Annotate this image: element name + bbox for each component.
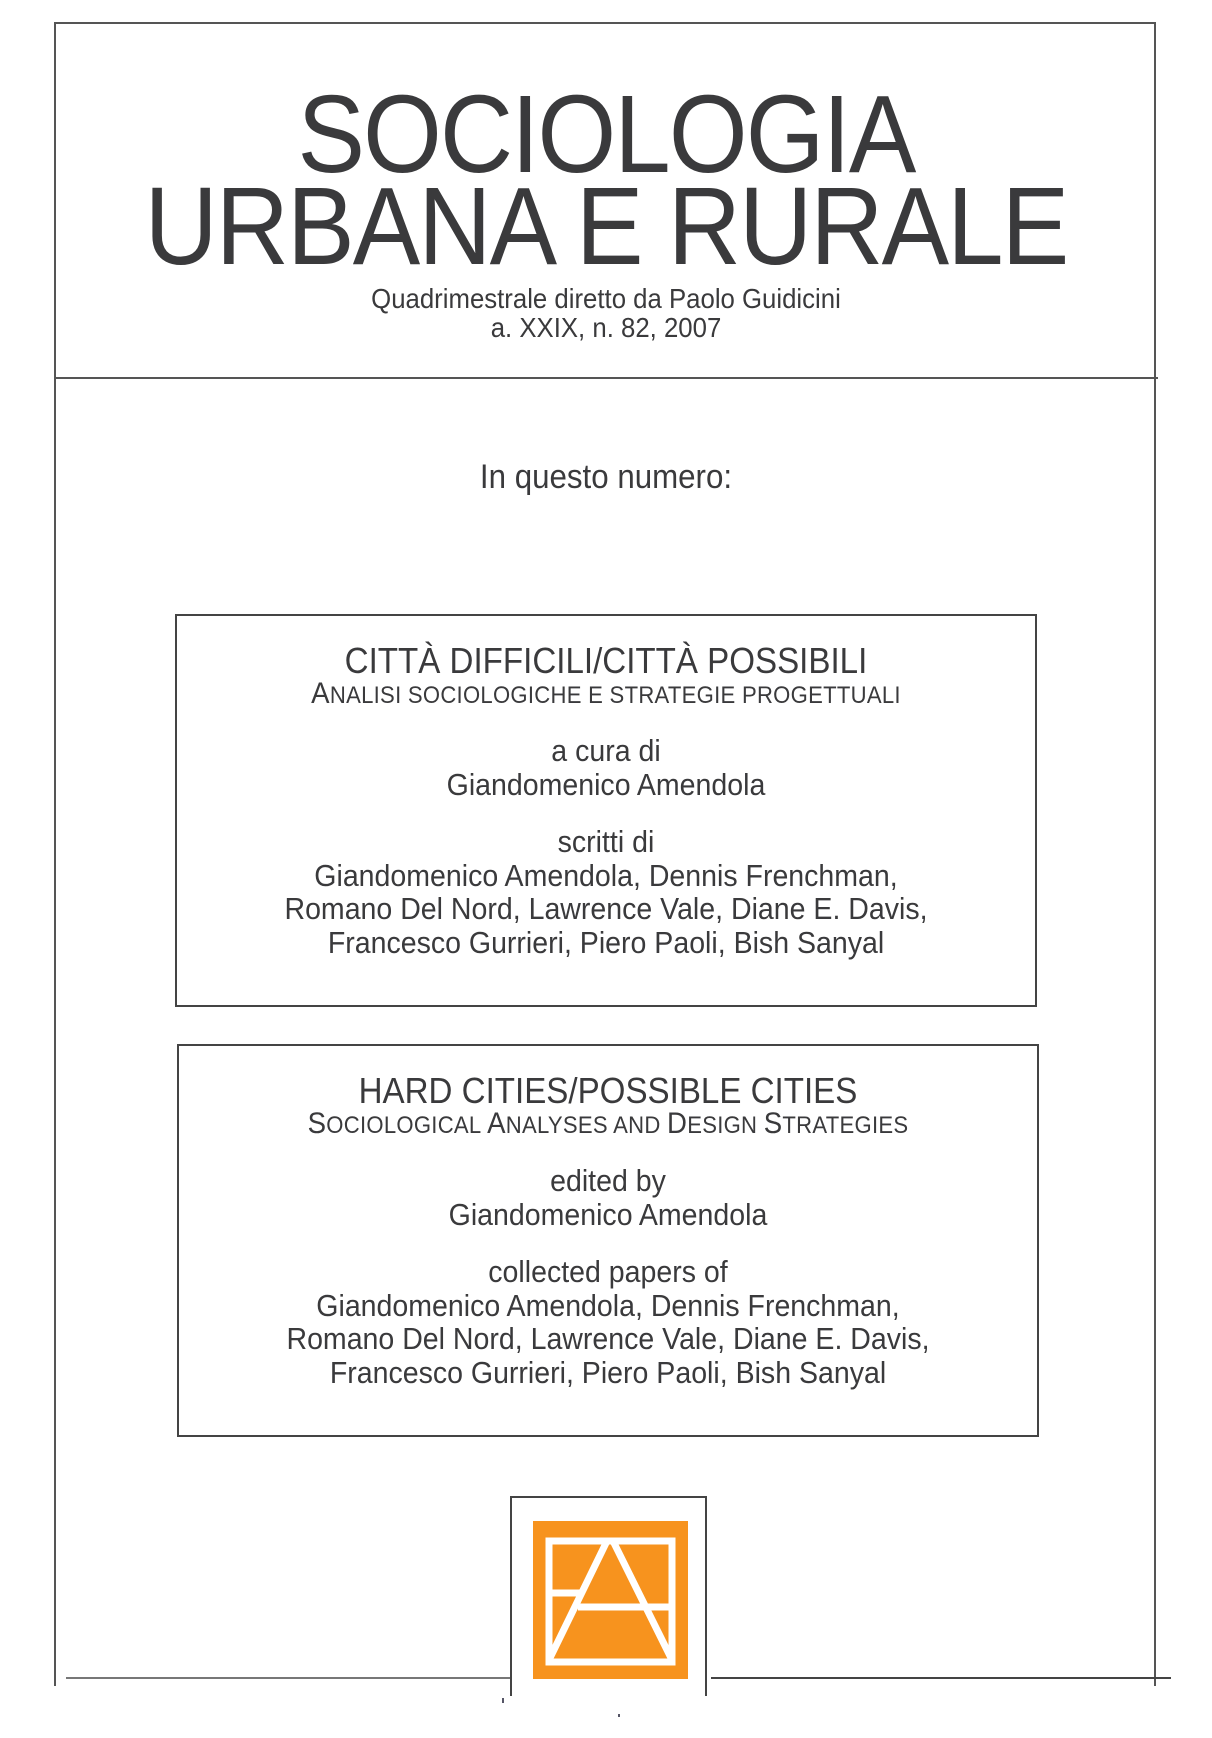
section-title: CITTÀ DIFFICILI/CITTÀ POSSIBILI <box>344 640 868 681</box>
editor-label: edited by <box>550 1163 666 1198</box>
section-box-english <box>177 1044 1039 1437</box>
authors-line: Romano Del Nord, Lawrence Vale, Diane E. Davis, <box>284 891 928 926</box>
authors-line: Giandomenico Amendola, Dennis Frenchman, <box>314 857 898 893</box>
journal-subtitle: Quadrimestrale diretto da Paolo Guidicini <box>371 283 841 314</box>
editor-name: Giandomenico Amendola <box>446 766 766 802</box>
authors-line: Giandomenico Amendola, Dennis Frenchman, <box>316 1287 900 1323</box>
authors-label: collected papers of <box>488 1254 728 1289</box>
section-subtitle-text: SOCIOLOGICAL ANALYSES AND DESIGN STRATEGIES <box>307 1107 909 1140</box>
editor-name: Giandomenico Amendola <box>448 1196 768 1232</box>
authors-line: Francesco Gurrieri, Piero Paoli, Bish Sanyal <box>327 924 885 960</box>
journal-title-line1: SOCIOLOGIA <box>297 73 915 196</box>
scan-speck <box>618 1714 620 1717</box>
scan-speck <box>502 1698 504 1703</box>
authors-label: scritti di <box>557 824 655 859</box>
header-divider <box>54 377 1158 379</box>
section-subtitle-text: ANALISI SOCIOLOGICHE E STRATEGIE PROGETTUALI <box>311 677 901 710</box>
publisher-a-logo-icon <box>533 1521 688 1679</box>
editor-label: a cura di <box>551 733 661 768</box>
journal-title-line2: URBANA E RURALE <box>144 165 1068 288</box>
journal-issue: a. XXIX, n. 82, 2007 <box>490 312 722 343</box>
authors-line: Francesco Gurrieri, Piero Paoli, Bish Sanyal <box>329 1354 887 1390</box>
section-title: HARD CITIES/POSSIBLE CITIES <box>358 1070 858 1111</box>
bottom-rule-left <box>66 1677 516 1679</box>
bottom-rule-right <box>711 1677 1171 1679</box>
section-subtitle <box>211 677 1000 710</box>
in-this-issue-label: In questo numero: <box>479 458 733 496</box>
section-box-italian <box>175 614 1037 1007</box>
section-subtitle <box>213 1107 1002 1140</box>
authors-line: Romano Del Nord, Lawrence Vale, Diane E. Davis, <box>286 1321 930 1356</box>
